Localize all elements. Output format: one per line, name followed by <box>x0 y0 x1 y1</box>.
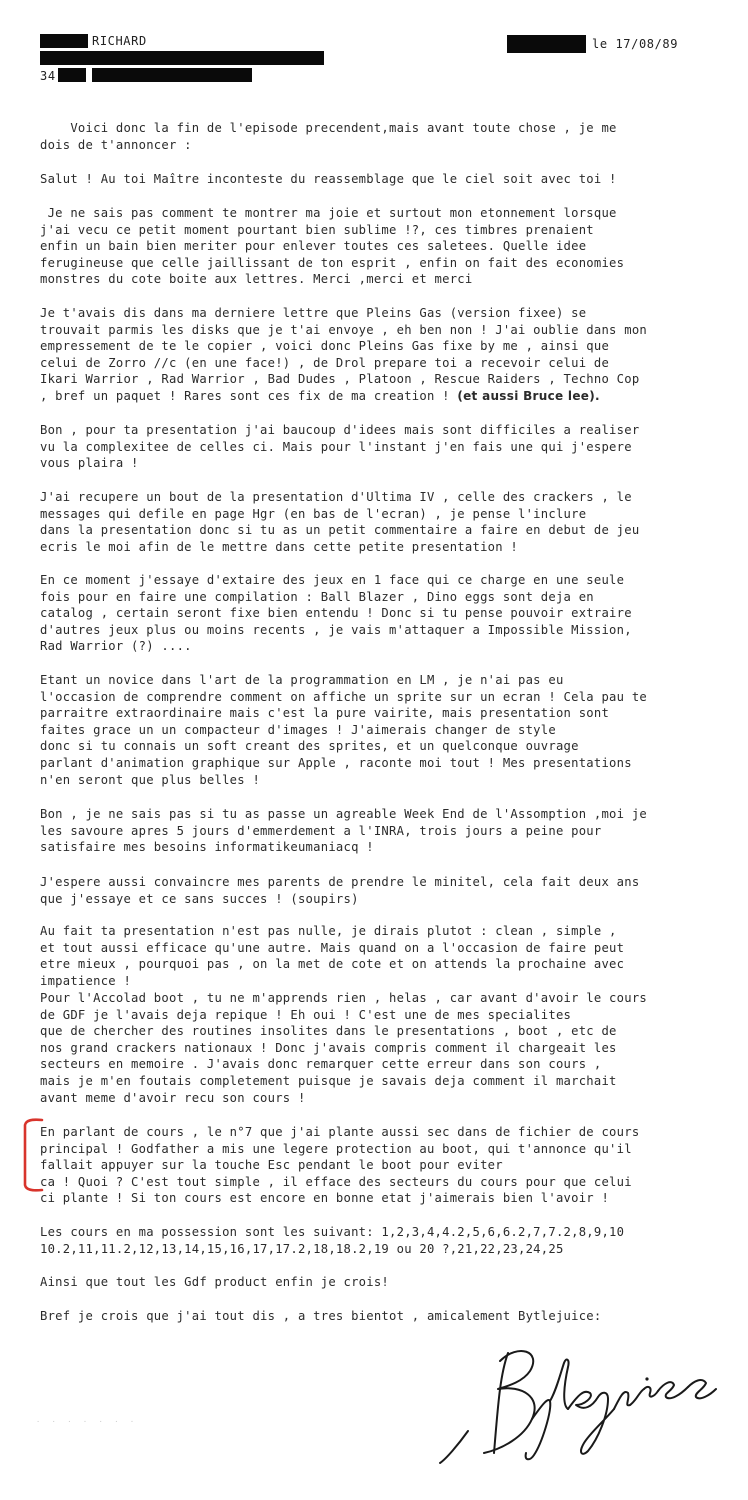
text-line: que de chercher des routines insolites dans le presentations , boot , etc de <box>40 1024 617 1039</box>
text-line: Etant un novice dans l'art de la programmation en LM , je n'ai pas eu <box>40 673 564 687</box>
faint-scan-artifact: · · · · · · · <box>36 1418 136 1426</box>
text-line: j'ai vecu ce petit moment pourtant bien sublime !?, ces timbres prenaient <box>40 222 594 237</box>
text-line: parlant d'animation graphique sur Apple , raconte moi tout ! Mes presentations <box>40 755 632 770</box>
text-line: vu la complexitee de celles ci. Mais pour l'instant j'en fais une qui j'espere <box>40 439 632 454</box>
text-line: 10.2,11,11.2,12,13,14,15,16,17,17.2,18,18.2,19 ou 20 ?,21,22,23,24,25 <box>40 1241 564 1256</box>
text-line: Bref je crois que j'ai tout dis , a tres bientot , amicalement Bytlejuice: <box>40 1309 602 1323</box>
text-line: dois de t'annoncer : <box>40 137 192 152</box>
text-line: Je t'avais dis dans ma derniere lettre que Pleins Gas (version fixee) se <box>40 306 587 320</box>
text-line: vous plaira ! <box>40 456 139 471</box>
paragraph-gdf-product <box>40 1274 720 1291</box>
text-line: , bref un paquet ! Rares sont ces fix de ma creation ! <box>40 388 450 403</box>
text-line: En parlant de cours , le n°7 que j'ai plante aussi sec dans de fichier de cours <box>40 1125 640 1139</box>
sender-name: RICHARD <box>92 34 147 48</box>
text-line: d'autres jeux plus ou moins recents , je vais m'attaquer a Impossible Mission, <box>40 622 632 637</box>
text-line: trouvait parmis les disks que je t'ai envoye , eh ben non ! J'ai oublie dans mon <box>40 322 647 337</box>
handwritten-signature <box>438 1335 718 1470</box>
text-line: ca ! Quoi ? C'est tout simple , il efface des secteurs du cours pour que celui <box>40 1174 632 1189</box>
text-line: ferugineuse que celle jaillissant de ton esprit , enfin on fait des economies <box>40 255 625 270</box>
paragraph-fixes <box>40 305 720 405</box>
text-line: Rad Warrior (?) .... <box>40 639 192 654</box>
text-line: ci plante ! Si ton cours est encore en bonne etat j'aimerais bien l'avoir ! <box>40 1191 610 1206</box>
redacted-block-address-line <box>40 51 324 65</box>
text-line: monstres du cote boite aux lettres. Merci ,merci et merci <box>40 272 473 287</box>
text-line: Ikari Warrior , Rad Warrior , Bad Dudes , Platoon , Rescue Raiders , Techno Cop <box>40 372 640 387</box>
paragraph-stamps <box>40 205 720 288</box>
handwritten-note: (et aussi Bruce lee). <box>457 388 600 403</box>
paragraph-compilation <box>40 572 720 655</box>
text-line: n'en seront que plus belles ! <box>40 772 261 787</box>
text-line: mais je m'en foutais completement puisque je savais deja comment il marchait <box>40 1073 617 1088</box>
text-line: catalog , certain seront fixe bien entendu ! Donc si tu pense pouvoir extraire <box>40 606 632 621</box>
text-line: avant meme d'avoir recu son cours ! <box>40 1090 306 1105</box>
address-prefix: 34 <box>40 69 56 83</box>
redacted-block-place <box>507 35 586 53</box>
paragraph-cours-list <box>40 1224 720 1257</box>
text-line: que j'essaye et ce sans succes ! (soupirs) <box>40 891 359 906</box>
text-line: dans la presentation donc si tu as un petit commentaire a faire en debut de jeu <box>40 523 640 538</box>
text-line: l'occasion de comprendre comment on affiche un sprite sur un ecran ! Cela pau te <box>40 689 647 704</box>
paragraph-clean <box>40 923 720 989</box>
paragraph-cours-7 <box>40 1124 720 1207</box>
text-line: de GDF je l'avais deja repique ! Eh oui ! C'est une de mes specialites <box>40 1007 572 1022</box>
text-line: les savoure apres 5 jours d'emmerdement a l'INRA, trois jours a peine pour <box>40 823 602 838</box>
text-line: impatience ! <box>40 973 132 988</box>
text-line: J'ai recupere un bout de la presentation d'Ultima IV , celle des crackers , le <box>40 490 632 504</box>
text-line: Voici donc la fin de l'episode precendent,mais avant toute chose , je me <box>40 121 617 135</box>
text-line: Salut ! Au toi Maître inconteste du reassemblage que le ciel soit avec toi ! <box>40 172 617 186</box>
paragraph-presentation <box>40 422 720 472</box>
text-line: nos grand crackers nationaux ! Donc j'avais compris comment il chargeait les <box>40 1040 617 1055</box>
text-line: celui de Zorro //c (en une face!) , de Drol prepare toi a recevoir celui de <box>40 355 610 370</box>
text-line: fois pour en faire une compilation : Ball Blazer , Dino eggs sont deja en <box>40 589 594 604</box>
text-line: Les cours en ma possession sont les suivant: 1,2,3,4,4.2,5,6,6.2,7,7.2,8,9,10 <box>40 1225 625 1239</box>
text-line: messages qui defile en page Hgr (en bas de l'ecran) , je pense l'inclure <box>40 506 587 521</box>
text-line: Je ne sais pas comment te montrer ma joie et surtout mon etonnement lorsque <box>40 206 617 220</box>
paragraph-sprites <box>40 672 720 788</box>
paragraph-minitel <box>40 874 720 907</box>
paragraph-accolad <box>40 990 720 1106</box>
text-line: etre mieux , pourquoi pas , on la met de cote et on attends la prochaine avec <box>40 957 625 972</box>
text-line: Ainsi que tout les Gdf product enfin je crois! <box>40 1275 390 1289</box>
text-line: En ce moment j'essaye d'extaire des jeux en 1 face qui ce charge en une seule <box>40 573 625 587</box>
redacted-block-city <box>92 68 252 82</box>
paragraph-intro <box>40 120 720 153</box>
letter-date: le 17/08/89 <box>592 37 679 51</box>
text-line: ecris le moi afin de le mettre dans cette petite presentation ! <box>40 539 519 554</box>
paragraph-assomption <box>40 806 720 856</box>
text-line: J'espere aussi convaincre mes parents de prendre le minitel, cela fait deux ans <box>40 875 640 889</box>
text-line: parraitre extraordinaire mais c'est la pure vairite, mais presentation sont <box>40 706 610 721</box>
text-line: Au fait ta presentation n'est pas nulle, je dirais plutot : clean , simple , <box>40 924 617 938</box>
text-line: et tout aussi efficace qu'une autre. Mais quand on a l'occasion de faire peut <box>40 940 625 955</box>
text-line: enfin un bain bien meriter pour enlever toutes ces saletees. Quelle idee <box>40 239 587 254</box>
text-line: Bon , je ne sais pas si tu as passe un agreable Week End de l'Assomption ,moi je <box>40 807 647 821</box>
text-line: donc si tu connais un soft creant des sprites, et un quelconque ouvrage <box>40 739 579 754</box>
text-line: fallait appuyer sur la touche Esc pendant le boot pour eviter <box>40 1158 503 1173</box>
paragraph-salutation <box>40 171 720 188</box>
text-line: satisfaire mes besoins informatikeumaniacq ! <box>40 840 374 855</box>
redacted-block-first-name <box>40 34 88 48</box>
text-line: faites grace un un compacteur d'images ! J'aimerais changer de style <box>40 722 556 737</box>
text-line: empressement de te le copier , voici donc Pleins Gas fixe by me , ainsi que <box>40 339 610 354</box>
paragraph-ultima <box>40 489 720 555</box>
text-line: Bon , pour ta presentation j'ai baucoup d'idees mais sont difficiles a realiser <box>40 423 640 437</box>
text-line: secteurs en memoire . J'avais donc remarquer cette erreur dans son cours , <box>40 1057 602 1072</box>
text-line: Pour l'Accolad boot , tu ne m'apprends rien , helas , car avant d'avoir le cours <box>40 991 647 1005</box>
text-line: principal ! Godfather a mis une legere protection au boot, qui t'annonce qu'il <box>40 1141 632 1156</box>
paragraph-closing <box>40 1308 720 1325</box>
redacted-block-address-number <box>58 68 86 82</box>
